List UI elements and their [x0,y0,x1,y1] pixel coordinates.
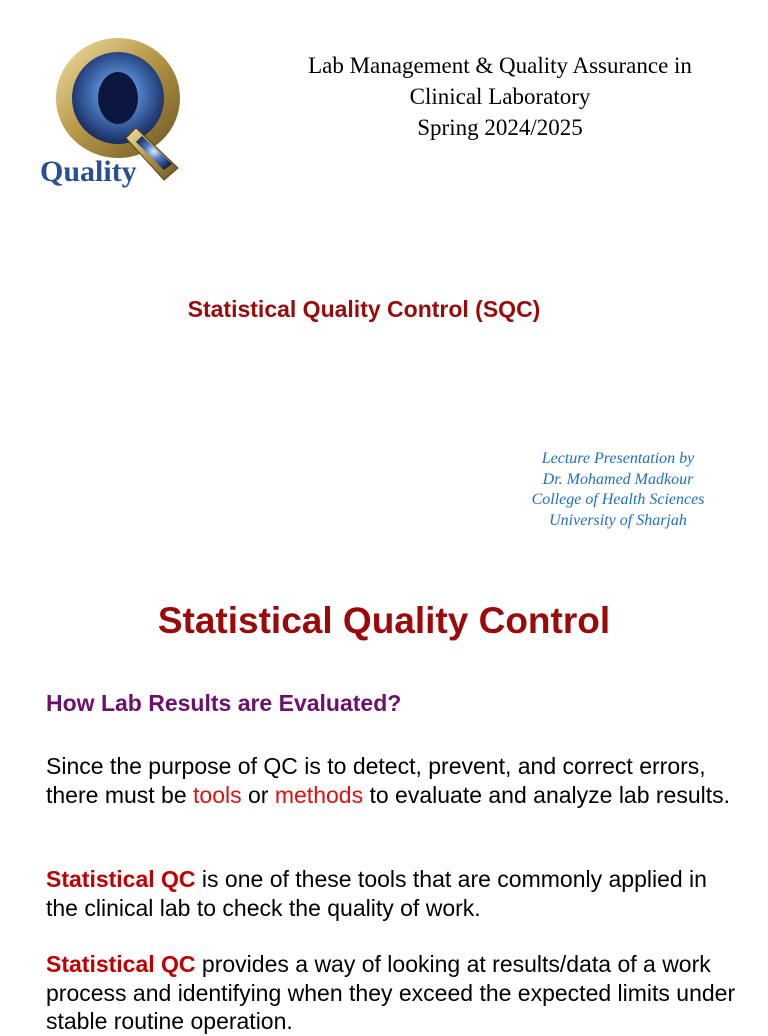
lecturer-college: College of Health Sciences [531,491,705,509]
course-term: Spring 2024/2025 [417,115,583,140]
p2-rest: is one of these tools that are commonly applied in the clinical lab to check the quality of work. [46,866,707,921]
p2-term: Statistical QC [46,866,196,892]
lecturer-university: University of Sharjah [549,512,687,530]
paragraph-statistical-qc-tool [46,865,736,922]
course-title-line1: Lab Management & Quality Assurance in [308,53,692,78]
p3-rest: provides a way of looking at results/data of a work process and identifying when they exceed the expected limits under stable routine operation. [46,951,736,1034]
paragraph-qc-purpose [46,752,736,809]
p1-text-a: Since the purpose of QC is to detect, prevent, and correct errors, there must be [46,753,706,808]
slide-question: How Lab Results are Evaluated? [46,690,402,716]
quality-logo [38,36,184,188]
paragraph-statistical-qc-limits [46,950,736,1036]
topic-title: Statistical Quality Control (SQC) [187,296,541,322]
lecturer-name: Dr. Mohamed Madkour [542,470,694,488]
p1-tools: tools [193,781,242,808]
p1-or: or [241,781,275,808]
lecturer-info [500,449,736,532]
course-title-line2: Clinical Laboratory [409,84,591,109]
p1-text-b: to evaluate and analyze lab results. [363,781,731,808]
lecturer-line1: Lecture Presentation by [541,450,695,467]
p3-term: Statistical QC [46,951,196,977]
slide-title: Statistical Quality Control [157,600,611,641]
quality-word: Quality [40,155,137,188]
quality-q-logo-icon [38,36,184,188]
course-header [270,50,730,143]
p1-methods: methods [274,781,364,808]
